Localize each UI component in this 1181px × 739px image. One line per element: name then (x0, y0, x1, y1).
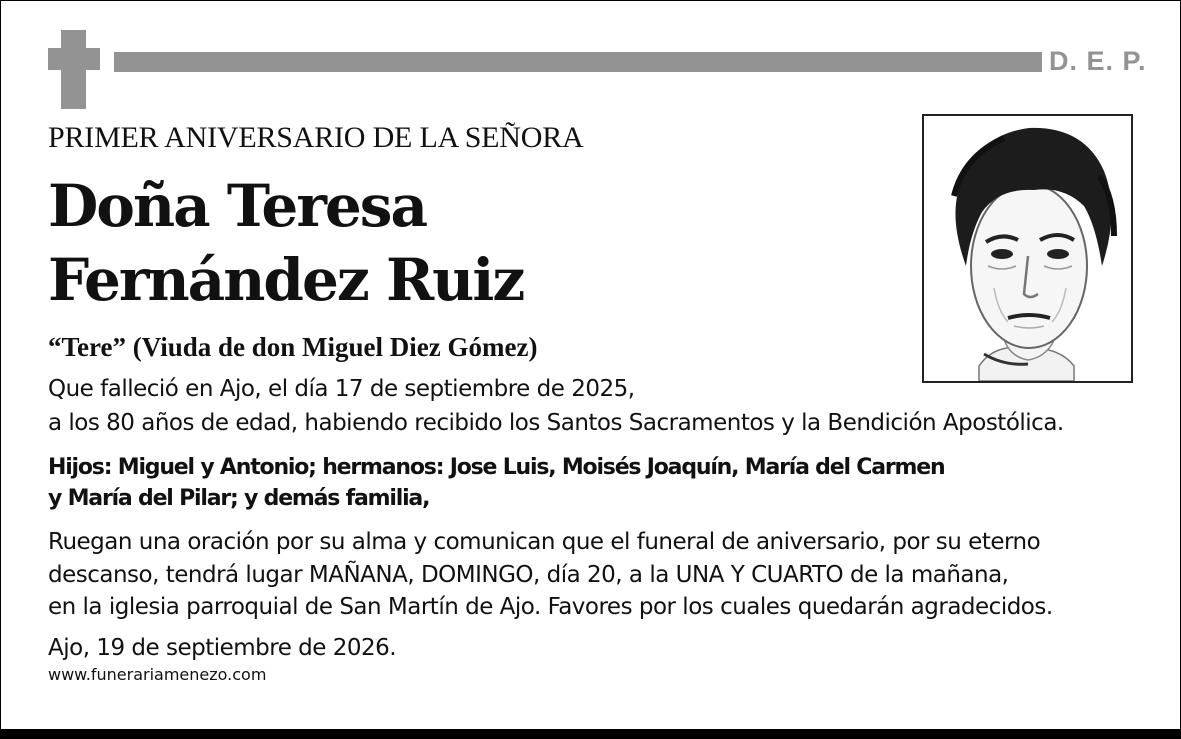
deceased-name-line1: Doña Teresa (48, 172, 427, 240)
family-line1: Hijos: Miguel y Antonio; hermanos: Jose Luis, Moisés Joaquín, María del Carmen (48, 455, 945, 480)
portrait-photo (922, 114, 1133, 383)
cross-icon-horizontal (48, 48, 100, 70)
deceased-nickname: “Tere” (Viuda de don Miguel Diez Gómez) (48, 332, 538, 362)
portrait-icon (924, 116, 1131, 381)
funeral-home-website: www.funerariamenezo.com (48, 665, 267, 684)
death-info-line2: a los 80 años de edad, habiendo recibido los Santos Sacramentos y la Bendición Apostólica. (48, 410, 1064, 436)
service-line1: Ruegan una oración por su alma y comunican que el funeral de aniversario, por su eterno (48, 529, 1041, 555)
deceased-name-line2: Fernández Ruiz (48, 246, 524, 314)
notice-pretitle: PRIMER ANIVERSARIO DE LA SEÑORA (48, 121, 584, 154)
place-date: Ajo, 19 de septiembre de 2026. (48, 635, 397, 661)
service-line2: descanso, tendrá lugar MAÑANA, DOMINGO, día 20, a la UNA Y CUARTO de la mañana, (48, 562, 1009, 588)
service-line3: en la iglesia parroquial de San Martín de Ajo. Favores por los cuales quedarán agradecidos. (48, 594, 1053, 620)
family-line2: y María del Pilar; y demás familia, (48, 486, 430, 511)
header-rule (114, 52, 1042, 72)
dep-label: D. E. P. (1049, 46, 1147, 76)
death-info-line1: Que falleció en Ajo, el día 17 de septiembre de 2025, (48, 376, 635, 402)
